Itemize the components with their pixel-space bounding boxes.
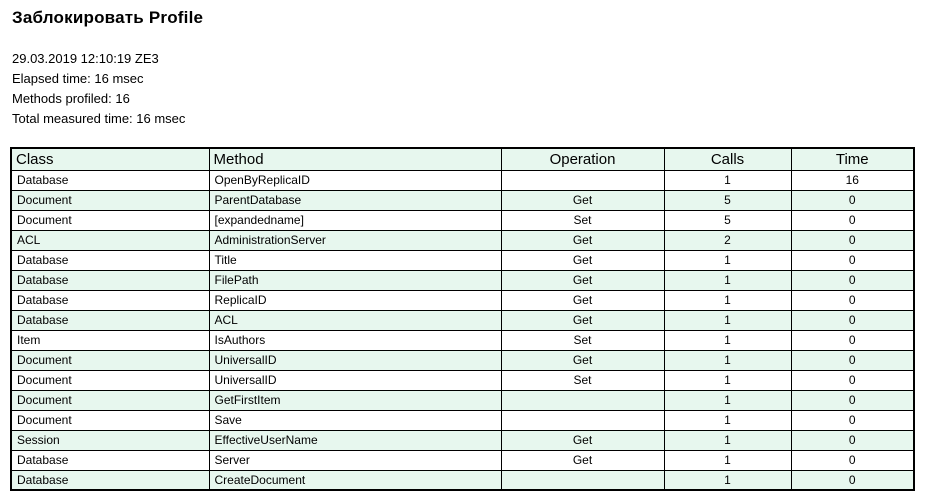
cell-class: Document xyxy=(11,390,209,410)
cell-class: Item xyxy=(11,330,209,350)
cell-time: 0 xyxy=(791,230,914,250)
column-header-method: Method xyxy=(209,148,501,170)
table-row xyxy=(11,370,914,390)
cell-class: Document xyxy=(11,210,209,230)
cell-operation xyxy=(501,170,664,190)
cell-method: CreateDocument xyxy=(209,470,501,490)
table-row xyxy=(11,470,914,490)
cell-method: Save xyxy=(209,410,501,430)
cell-calls: 1 xyxy=(664,290,791,310)
total-measured-time: Total measured time: 16 msec xyxy=(12,111,186,126)
cell-time: 0 xyxy=(791,330,914,350)
cell-method: ParentDatabase xyxy=(209,190,501,210)
cell-time: 0 xyxy=(791,270,914,290)
cell-class: Database xyxy=(11,270,209,290)
cell-time: 0 xyxy=(791,370,914,390)
cell-method: ACL xyxy=(209,310,501,330)
cell-class: Database xyxy=(11,450,209,470)
table-row xyxy=(11,290,914,310)
cell-method: Server xyxy=(209,450,501,470)
cell-class: Document xyxy=(11,190,209,210)
cell-calls: 1 xyxy=(664,310,791,330)
table-row xyxy=(11,430,914,450)
cell-calls: 1 xyxy=(664,370,791,390)
table-row xyxy=(11,410,914,430)
cell-calls: 1 xyxy=(664,350,791,370)
cell-class: Document xyxy=(11,410,209,430)
cell-operation: Get xyxy=(501,310,664,330)
cell-operation: Set xyxy=(501,210,664,230)
cell-class: Document xyxy=(11,370,209,390)
cell-method: GetFirstItem xyxy=(209,390,501,410)
cell-time: 0 xyxy=(791,350,914,370)
cell-time: 0 xyxy=(791,450,914,470)
column-header-class: Class xyxy=(11,148,209,170)
table-row xyxy=(11,450,914,470)
cell-operation: Get xyxy=(501,250,664,270)
methods-profiled: Methods profiled: 16 xyxy=(12,91,130,106)
cell-class: Database xyxy=(11,290,209,310)
report-meta xyxy=(12,49,919,129)
cell-operation: Get xyxy=(501,270,664,290)
table-header-row xyxy=(11,148,914,170)
cell-operation xyxy=(501,410,664,430)
cell-method: EffectiveUserName xyxy=(209,430,501,450)
cell-class: Database xyxy=(11,310,209,330)
cell-calls: 1 xyxy=(664,270,791,290)
table-row xyxy=(11,210,914,230)
cell-time: 0 xyxy=(791,390,914,410)
column-header-time: Time xyxy=(791,148,914,170)
table-row xyxy=(11,170,914,190)
cell-calls: 1 xyxy=(664,250,791,270)
cell-time: 0 xyxy=(791,210,914,230)
table-row xyxy=(11,310,914,330)
cell-class: Database xyxy=(11,250,209,270)
cell-operation: Get xyxy=(501,350,664,370)
cell-calls: 1 xyxy=(664,170,791,190)
cell-operation: Set xyxy=(501,330,664,350)
table-row xyxy=(11,350,914,370)
table-row xyxy=(11,330,914,350)
cell-class: ACL xyxy=(11,230,209,250)
cell-operation: Set xyxy=(501,370,664,390)
cell-calls: 1 xyxy=(664,470,791,490)
cell-operation xyxy=(501,470,664,490)
cell-calls: 1 xyxy=(664,390,791,410)
cell-method: OpenByReplicaID xyxy=(209,170,501,190)
cell-time: 0 xyxy=(791,310,914,330)
report-timestamp: 29.03.2019 12:10:19 ZE3 xyxy=(12,51,159,66)
cell-operation: Get xyxy=(501,430,664,450)
cell-time: 0 xyxy=(791,430,914,450)
cell-calls: 1 xyxy=(664,450,791,470)
cell-calls: 1 xyxy=(664,410,791,430)
cell-method: Title xyxy=(209,250,501,270)
cell-time: 16 xyxy=(791,170,914,190)
cell-calls: 2 xyxy=(664,230,791,250)
cell-calls: 1 xyxy=(664,430,791,450)
table-row xyxy=(11,230,914,250)
cell-operation xyxy=(501,390,664,410)
cell-time: 0 xyxy=(791,410,914,430)
cell-operation: Get xyxy=(501,290,664,310)
cell-class: Database xyxy=(11,470,209,490)
cell-operation: Get xyxy=(501,190,664,210)
cell-time: 0 xyxy=(791,250,914,270)
cell-time: 0 xyxy=(791,290,914,310)
column-header-calls: Calls xyxy=(664,148,791,170)
table-row xyxy=(11,270,914,290)
cell-operation: Get xyxy=(501,450,664,470)
cell-method: FilePath xyxy=(209,270,501,290)
profile-table xyxy=(10,147,915,491)
cell-time: 0 xyxy=(791,190,914,210)
cell-operation: Get xyxy=(501,230,664,250)
page-title: Заблокировать Profile xyxy=(12,8,204,27)
table-row xyxy=(11,190,914,210)
cell-method: IsAuthors xyxy=(209,330,501,350)
elapsed-time: Elapsed time: 16 msec xyxy=(12,71,144,86)
cell-method: [expandedname] xyxy=(209,210,501,230)
cell-method: UniversalID xyxy=(209,350,501,370)
profile-table-body xyxy=(11,170,914,490)
cell-calls: 1 xyxy=(664,330,791,350)
table-row xyxy=(11,390,914,410)
cell-class: Database xyxy=(11,170,209,190)
cell-method: AdministrationServer xyxy=(209,230,501,250)
table-row xyxy=(11,250,914,270)
cell-method: UniversalID xyxy=(209,370,501,390)
cell-calls: 5 xyxy=(664,210,791,230)
cell-class: Session xyxy=(11,430,209,450)
cell-time: 0 xyxy=(791,470,914,490)
column-header-operation: Operation xyxy=(501,148,664,170)
cell-class: Document xyxy=(11,350,209,370)
cell-method: ReplicaID xyxy=(209,290,501,310)
cell-calls: 5 xyxy=(664,190,791,210)
